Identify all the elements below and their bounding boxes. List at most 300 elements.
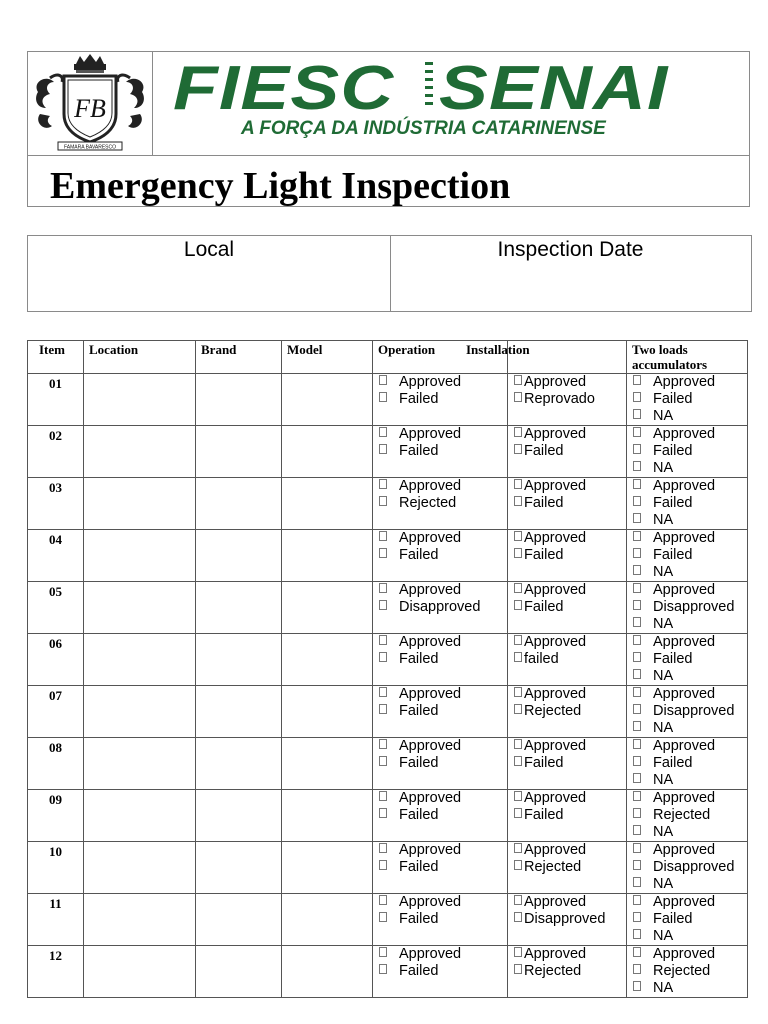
- two-loads-options: [627, 686, 748, 738]
- location-cell[interactable]: [84, 842, 196, 894]
- checkbox-icon[interactable]: [514, 912, 522, 922]
- checkbox-icon[interactable]: [514, 739, 522, 749]
- location-cell[interactable]: [84, 582, 196, 634]
- inspection-info: [27, 235, 752, 312]
- option-label: NA: [653, 772, 674, 788]
- checkbox-icon[interactable]: [379, 791, 387, 801]
- installation-option[interactable]: [508, 807, 626, 824]
- checkbox-icon[interactable]: [379, 479, 387, 489]
- brand-cell[interactable]: [196, 686, 282, 738]
- table-row: [28, 478, 748, 530]
- checkbox-icon[interactable]: [633, 565, 641, 575]
- item-number: 08: [28, 738, 84, 790]
- checkbox-icon[interactable]: [514, 843, 522, 853]
- checkbox-icon[interactable]: [633, 843, 641, 853]
- operation-option[interactable]: [373, 755, 507, 772]
- header-brand: Brand: [196, 341, 282, 374]
- two-loads-option[interactable]: [627, 530, 747, 547]
- table-row: [28, 634, 748, 686]
- option-label: Failed: [653, 755, 693, 771]
- checkbox-icon[interactable]: [514, 860, 522, 870]
- operation-option[interactable]: [373, 703, 507, 720]
- checkbox-icon[interactable]: [633, 895, 641, 905]
- model-cell[interactable]: [282, 894, 373, 946]
- operation-options: [373, 582, 508, 634]
- installation-options: [508, 686, 627, 738]
- model-cell[interactable]: [282, 530, 373, 582]
- option-label: Disapproved: [653, 859, 735, 875]
- location-cell[interactable]: [84, 738, 196, 790]
- option-label: Failed: [653, 495, 693, 511]
- model-cell[interactable]: [282, 842, 373, 894]
- operation-option[interactable]: [373, 547, 507, 564]
- operation-option[interactable]: [373, 478, 507, 495]
- checkbox-icon[interactable]: [379, 427, 387, 437]
- option-label: Rejected: [524, 703, 582, 719]
- option-label: Approved: [399, 530, 462, 546]
- model-cell[interactable]: [282, 582, 373, 634]
- checkbox-icon[interactable]: [379, 895, 387, 905]
- two-loads-option[interactable]: [627, 564, 747, 581]
- checkbox-icon[interactable]: [379, 704, 387, 714]
- checkbox-icon[interactable]: [379, 652, 387, 662]
- two-loads-option[interactable]: [627, 980, 747, 997]
- option-label: Rejected: [653, 963, 711, 979]
- model-cell[interactable]: [282, 790, 373, 842]
- checkbox-icon[interactable]: [514, 808, 522, 818]
- installation-options: [508, 738, 627, 790]
- checkbox-icon[interactable]: [514, 635, 522, 645]
- location-cell[interactable]: [84, 478, 196, 530]
- checkbox-icon[interactable]: [514, 548, 522, 558]
- model-cell[interactable]: [282, 738, 373, 790]
- model-cell[interactable]: [282, 478, 373, 530]
- option-label: Approved: [399, 426, 462, 442]
- location-cell[interactable]: [84, 634, 196, 686]
- model-cell[interactable]: [282, 686, 373, 738]
- document-header: [27, 51, 750, 207]
- installation-option[interactable]: [508, 963, 626, 980]
- two-loads-option[interactable]: [627, 478, 747, 495]
- option-label: Failed: [653, 547, 693, 563]
- operation-option[interactable]: [373, 859, 507, 876]
- checkbox-icon[interactable]: [379, 808, 387, 818]
- checkbox-icon[interactable]: [379, 496, 387, 506]
- checkbox-icon[interactable]: [633, 877, 641, 887]
- two-loads-option[interactable]: [627, 738, 747, 755]
- operation-option[interactable]: [373, 651, 507, 668]
- checkbox-icon[interactable]: [633, 496, 641, 506]
- operation-option[interactable]: [373, 842, 507, 859]
- brand-cell[interactable]: [196, 530, 282, 582]
- local-field[interactable]: [28, 236, 391, 311]
- operation-option[interactable]: [373, 391, 507, 408]
- option-label: Failed: [524, 599, 564, 615]
- option-label: NA: [653, 720, 674, 736]
- two-loads-option[interactable]: [627, 911, 747, 928]
- checkbox-icon[interactable]: [633, 929, 641, 939]
- operation-option[interactable]: [373, 911, 507, 928]
- two-loads-option[interactable]: [627, 859, 747, 876]
- option-label: Disapproved: [653, 703, 735, 719]
- installation-option[interactable]: [508, 946, 626, 963]
- checkbox-icon[interactable]: [633, 669, 641, 679]
- option-label: Failed: [524, 495, 564, 511]
- brand-cell[interactable]: [196, 478, 282, 530]
- two-loads-option[interactable]: [627, 443, 747, 460]
- option-label: Approved: [524, 634, 587, 650]
- two-loads-option[interactable]: [627, 408, 747, 425]
- two-loads-option[interactable]: [627, 842, 747, 859]
- checkbox-icon[interactable]: [379, 843, 387, 853]
- item-number: 03: [28, 478, 84, 530]
- option-label: Failed: [399, 807, 439, 823]
- location-cell[interactable]: [84, 530, 196, 582]
- checkbox-icon[interactable]: [633, 375, 641, 385]
- option-label: Approved: [653, 582, 716, 598]
- checkbox-icon[interactable]: [379, 687, 387, 697]
- location-cell[interactable]: [84, 946, 196, 998]
- installation-options: [508, 426, 627, 478]
- checkbox-icon[interactable]: [633, 583, 641, 593]
- two-loads-option[interactable]: [627, 703, 747, 720]
- two-loads-option[interactable]: [627, 720, 747, 737]
- checkbox-icon[interactable]: [514, 704, 522, 714]
- checkbox-icon[interactable]: [633, 947, 641, 957]
- installation-option[interactable]: [508, 686, 626, 703]
- two-loads-option[interactable]: [627, 460, 747, 477]
- two-loads-option[interactable]: [627, 772, 747, 789]
- option-label: Failed: [399, 755, 439, 771]
- checkbox-icon[interactable]: [379, 756, 387, 766]
- operation-option[interactable]: [373, 374, 507, 391]
- two-loads-option[interactable]: [627, 668, 747, 685]
- option-label: NA: [653, 564, 674, 580]
- operation-options: [373, 426, 508, 478]
- model-cell[interactable]: [282, 374, 373, 426]
- checkbox-icon[interactable]: [633, 756, 641, 766]
- operation-option[interactable]: [373, 946, 507, 963]
- model-cell[interactable]: [282, 946, 373, 998]
- checkbox-icon[interactable]: [633, 860, 641, 870]
- checkbox-icon[interactable]: [379, 444, 387, 454]
- two-loads-option[interactable]: [627, 547, 747, 564]
- option-label: Approved: [524, 530, 587, 546]
- installation-option[interactable]: [508, 894, 626, 911]
- brand-cell[interactable]: [196, 790, 282, 842]
- checkbox-icon[interactable]: [633, 513, 641, 523]
- checkbox-icon[interactable]: [379, 964, 387, 974]
- checkbox-icon[interactable]: [633, 912, 641, 922]
- operation-option[interactable]: [373, 686, 507, 703]
- option-label: Approved: [399, 842, 462, 858]
- option-label: Approved: [653, 426, 716, 442]
- checkbox-icon[interactable]: [514, 947, 522, 957]
- checkbox-icon[interactable]: [633, 409, 641, 419]
- option-label: Approved: [524, 478, 587, 494]
- option-label: Approved: [524, 686, 587, 702]
- checkbox-icon[interactable]: [514, 583, 522, 593]
- two-loads-option[interactable]: [627, 426, 747, 443]
- checkbox-icon[interactable]: [514, 375, 522, 385]
- option-label: Approved: [653, 634, 716, 650]
- installation-option[interactable]: [508, 634, 626, 651]
- two-loads-option[interactable]: [627, 686, 747, 703]
- checkbox-icon[interactable]: [514, 687, 522, 697]
- checkbox-icon[interactable]: [514, 496, 522, 506]
- checkbox-icon[interactable]: [633, 652, 641, 662]
- installation-option[interactable]: [508, 842, 626, 859]
- option-label: Failed: [653, 651, 693, 667]
- item-number: 05: [28, 582, 84, 634]
- two-loads-option[interactable]: [627, 374, 747, 391]
- option-label: NA: [653, 616, 674, 632]
- installation-option[interactable]: [508, 530, 626, 547]
- checkbox-icon[interactable]: [633, 548, 641, 558]
- checkbox-icon[interactable]: [633, 964, 641, 974]
- option-label: NA: [653, 408, 674, 424]
- installation-option[interactable]: [508, 859, 626, 876]
- checkbox-icon[interactable]: [633, 531, 641, 541]
- checkbox-icon[interactable]: [633, 444, 641, 454]
- brand-cell[interactable]: [196, 894, 282, 946]
- brand-separator: [425, 62, 433, 114]
- option-label: Disapproved: [653, 599, 735, 615]
- option-label: Failed: [399, 651, 439, 667]
- two-loads-options: [627, 790, 748, 842]
- operation-options: [373, 842, 508, 894]
- two-loads-option[interactable]: [627, 582, 747, 599]
- inspection-table: [27, 340, 748, 998]
- two-loads-option[interactable]: [627, 876, 747, 893]
- location-cell[interactable]: [84, 374, 196, 426]
- checkbox-icon[interactable]: [514, 479, 522, 489]
- table-row: [28, 686, 748, 738]
- checkbox-icon[interactable]: [633, 825, 641, 835]
- option-label: Rejected: [524, 963, 582, 979]
- operation-option[interactable]: [373, 738, 507, 755]
- two-loads-options: [627, 894, 748, 946]
- brand-cell[interactable]: [196, 738, 282, 790]
- brand-cell[interactable]: [196, 946, 282, 998]
- option-label: Disapproved: [524, 911, 606, 927]
- operation-option[interactable]: [373, 634, 507, 651]
- two-loads-option[interactable]: [627, 495, 747, 512]
- operation-option[interactable]: [373, 599, 507, 616]
- checkbox-icon[interactable]: [379, 548, 387, 558]
- option-label: Failed: [399, 963, 439, 979]
- option-label: Approved: [399, 894, 462, 910]
- installation-option[interactable]: [508, 582, 626, 599]
- option-label: NA: [653, 668, 674, 684]
- two-loads-options: [627, 530, 748, 582]
- installation-option[interactable]: [508, 443, 626, 460]
- operation-options: [373, 374, 508, 426]
- installation-option[interactable]: [508, 599, 626, 616]
- operation-options: [373, 790, 508, 842]
- two-loads-option[interactable]: [627, 824, 747, 841]
- brand-tagline: A FORÇA DA INDÚSTRIA CATARINENSE: [241, 118, 606, 139]
- two-loads-option[interactable]: [627, 391, 747, 408]
- inspection-date-field[interactable]: [390, 236, 751, 311]
- operation-option[interactable]: [373, 582, 507, 599]
- checkbox-icon[interactable]: [379, 947, 387, 957]
- checkbox-icon[interactable]: [633, 617, 641, 627]
- installation-option[interactable]: [508, 911, 626, 928]
- checkbox-icon[interactable]: [379, 860, 387, 870]
- brand-cell[interactable]: [196, 374, 282, 426]
- checkbox-icon[interactable]: [633, 427, 641, 437]
- operation-option[interactable]: [373, 530, 507, 547]
- operation-option[interactable]: [373, 426, 507, 443]
- checkbox-icon[interactable]: [379, 392, 387, 402]
- checkbox-icon[interactable]: [514, 444, 522, 454]
- installation-options: [508, 946, 627, 998]
- installation-option[interactable]: [508, 738, 626, 755]
- installation-option[interactable]: [508, 547, 626, 564]
- option-label: Failed: [399, 703, 439, 719]
- two-loads-options: [627, 842, 748, 894]
- checkbox-icon[interactable]: [379, 600, 387, 610]
- checkbox-icon[interactable]: [514, 964, 522, 974]
- two-loads-option[interactable]: [627, 807, 747, 824]
- two-loads-option[interactable]: [627, 634, 747, 651]
- header-two-loads: Two loads accumulators: [627, 341, 748, 374]
- item-number: 06: [28, 634, 84, 686]
- option-label: Failed: [524, 547, 564, 563]
- option-label: Approved: [524, 894, 587, 910]
- installation-option[interactable]: [508, 755, 626, 772]
- table-header-row: [28, 341, 748, 374]
- operation-option[interactable]: [373, 963, 507, 980]
- installation-option[interactable]: [508, 790, 626, 807]
- checkbox-icon[interactable]: [514, 531, 522, 541]
- option-label: Failed: [399, 859, 439, 875]
- option-label: NA: [653, 876, 674, 892]
- checkbox-icon[interactable]: [633, 635, 641, 645]
- checkbox-icon[interactable]: [379, 375, 387, 385]
- two-loads-option[interactable]: [627, 651, 747, 668]
- checkbox-icon[interactable]: [514, 895, 522, 905]
- operation-option[interactable]: [373, 894, 507, 911]
- installation-option[interactable]: [508, 651, 626, 668]
- checkbox-icon[interactable]: [633, 773, 641, 783]
- checkbox-icon[interactable]: [633, 392, 641, 402]
- operation-option[interactable]: [373, 443, 507, 460]
- checkbox-icon[interactable]: [633, 981, 641, 991]
- item-number: 11: [28, 894, 84, 946]
- option-label: Approved: [524, 842, 587, 858]
- two-loads-option[interactable]: [627, 946, 747, 963]
- two-loads-option[interactable]: [627, 616, 747, 633]
- option-label: Failed: [524, 755, 564, 771]
- operation-options: [373, 738, 508, 790]
- installation-options: [508, 842, 627, 894]
- checkbox-icon[interactable]: [514, 600, 522, 610]
- checkbox-icon[interactable]: [633, 808, 641, 818]
- two-loads-options: [627, 582, 748, 634]
- option-label: Approved: [653, 894, 716, 910]
- checkbox-icon[interactable]: [633, 479, 641, 489]
- installation-option[interactable]: [508, 426, 626, 443]
- checkbox-icon[interactable]: [633, 704, 641, 714]
- option-label: NA: [653, 824, 674, 840]
- checkbox-icon[interactable]: [379, 739, 387, 749]
- option-label: Approved: [653, 374, 716, 390]
- option-label: Failed: [653, 911, 693, 927]
- checkbox-icon[interactable]: [633, 687, 641, 697]
- model-cell[interactable]: [282, 426, 373, 478]
- option-label: Failed: [524, 807, 564, 823]
- operation-option[interactable]: [373, 790, 507, 807]
- checkbox-icon[interactable]: [514, 427, 522, 437]
- option-label: Approved: [653, 738, 716, 754]
- item-number: 02: [28, 426, 84, 478]
- brand-cell[interactable]: [196, 426, 282, 478]
- installation-option[interactable]: [508, 703, 626, 720]
- two-loads-option[interactable]: [627, 894, 747, 911]
- two-loads-option[interactable]: [627, 790, 747, 807]
- installation-option[interactable]: [508, 495, 626, 512]
- item-number: 07: [28, 686, 84, 738]
- option-label: Approved: [524, 790, 587, 806]
- table-row: [28, 790, 748, 842]
- checkbox-icon[interactable]: [633, 461, 641, 471]
- two-loads-options: [627, 634, 748, 686]
- checkbox-icon[interactable]: [514, 652, 522, 662]
- operation-option[interactable]: [373, 495, 507, 512]
- checkbox-icon[interactable]: [633, 791, 641, 801]
- two-loads-option[interactable]: [627, 963, 747, 980]
- checkbox-icon[interactable]: [379, 531, 387, 541]
- checkbox-icon[interactable]: [514, 392, 522, 402]
- two-loads-option[interactable]: [627, 755, 747, 772]
- checkbox-icon[interactable]: [633, 600, 641, 610]
- option-label: NA: [653, 928, 674, 944]
- operation-option[interactable]: [373, 807, 507, 824]
- checkbox-icon[interactable]: [633, 721, 641, 731]
- brand-cell[interactable]: [196, 582, 282, 634]
- brand-cell[interactable]: [196, 842, 282, 894]
- option-label: Approved: [653, 946, 716, 962]
- two-loads-option[interactable]: [627, 599, 747, 616]
- checkbox-icon[interactable]: [379, 635, 387, 645]
- location-cell[interactable]: [84, 790, 196, 842]
- checkbox-icon[interactable]: [379, 912, 387, 922]
- installation-options: [508, 790, 627, 842]
- installation-option[interactable]: [508, 374, 626, 391]
- two-loads-option[interactable]: [627, 928, 747, 945]
- option-label: Approved: [399, 478, 462, 494]
- brand-cell[interactable]: [196, 634, 282, 686]
- model-cell[interactable]: [282, 634, 373, 686]
- checkbox-icon[interactable]: [514, 791, 522, 801]
- brand-fiesc: FIESC: [173, 54, 395, 123]
- two-loads-options: [627, 426, 748, 478]
- checkbox-icon[interactable]: [633, 739, 641, 749]
- installation-options: [508, 478, 627, 530]
- checkbox-icon[interactable]: [379, 583, 387, 593]
- installation-option[interactable]: [508, 391, 626, 408]
- two-loads-option[interactable]: [627, 512, 747, 529]
- checkbox-icon[interactable]: [514, 756, 522, 766]
- option-label: Approved: [399, 738, 462, 754]
- location-cell[interactable]: [84, 686, 196, 738]
- location-cell[interactable]: [84, 426, 196, 478]
- installation-option[interactable]: [508, 478, 626, 495]
- operation-options: [373, 634, 508, 686]
- location-cell[interactable]: [84, 894, 196, 946]
